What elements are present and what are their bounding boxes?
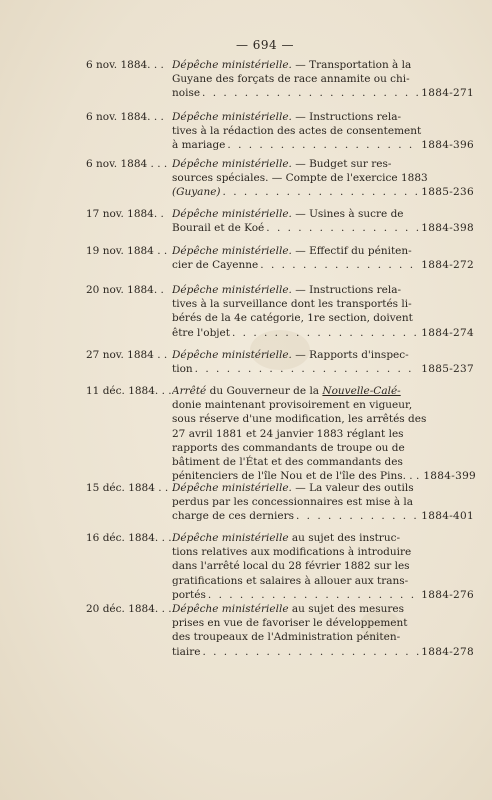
entry-kind: Dépêche ministérielle. xyxy=(172,208,292,220)
entry-first-line xyxy=(172,348,474,362)
entry-last-text: tiaire xyxy=(172,645,201,658)
entry-title-start: au sujet des instruc- xyxy=(288,532,401,544)
entry-title-start: — Budget sur res- xyxy=(291,158,392,170)
entry-last-line xyxy=(172,645,474,659)
entry-kind: Dépêche ministérielle. xyxy=(172,158,292,170)
entry-last-line xyxy=(172,258,474,272)
entry-reference: 1884-271 xyxy=(421,87,474,100)
entry-kind: Dépêche ministérielle. xyxy=(172,245,292,257)
entry-date: 6 nov. 1884 . . . xyxy=(86,158,168,170)
entry-date: 19 nov. 1884 . . xyxy=(86,245,168,257)
entry-item xyxy=(86,244,476,272)
leader-dots xyxy=(232,326,419,340)
entry-first-line xyxy=(172,244,474,258)
entry-kind: Dépêche ministérielle. xyxy=(172,482,292,494)
entry-reference: 1884-399 xyxy=(423,470,477,483)
leader-dots xyxy=(202,645,419,659)
entry-line: rapports des commandants de troupe ou de xyxy=(172,441,405,454)
entry-first-line xyxy=(172,384,474,398)
entry-date: 20 nov. 1884. . xyxy=(86,284,164,296)
entry-body xyxy=(172,531,474,602)
entry-item xyxy=(86,207,476,235)
entry-line: sous réserve d'une modification, les arrêtés des xyxy=(172,413,427,426)
entry-title-start: — Instructions rela- xyxy=(291,284,402,296)
entry-title-start: — Rapports d'inspec- xyxy=(291,349,409,361)
entry-line: tives à la rédaction des actes de consentement xyxy=(172,125,422,138)
entry-item xyxy=(86,348,476,376)
entry-first-line xyxy=(172,531,474,545)
entry-kind: Dépêche ministérielle xyxy=(172,603,289,615)
entry-first-line xyxy=(172,207,474,221)
entry-place: Nouvelle-Calé- xyxy=(322,385,401,397)
entry-line: tions relatives aux modifications à introduire xyxy=(172,546,412,559)
entry-reference: 1884-272 xyxy=(421,259,474,272)
entry-item xyxy=(86,602,476,659)
entry-reference: 1884-398 xyxy=(421,222,474,235)
entry-first-line xyxy=(172,58,474,72)
entry-item xyxy=(86,157,476,200)
leader-dots xyxy=(227,138,419,152)
entry-date: 17 nov. 1884. . xyxy=(86,208,164,220)
entry-title-start: au sujet des mesures xyxy=(288,603,405,615)
entry-last-text: Bourail et de Koé xyxy=(172,222,265,235)
entry-last-text: cier de Cayenne xyxy=(172,259,259,272)
entry-last-line xyxy=(172,509,474,523)
entry-last-line xyxy=(172,86,474,100)
entry-item xyxy=(86,58,476,101)
entry-title-start: — Usines à sucre de xyxy=(291,208,404,220)
entry-last-text: être l'objet xyxy=(172,326,230,339)
entry-reference: 1884-276 xyxy=(421,588,474,601)
entry-body xyxy=(172,384,477,483)
entry-first-line xyxy=(172,283,474,297)
leader-dots xyxy=(266,221,419,235)
entry-item xyxy=(86,481,476,524)
entry-date: 16 déc. 1884. . . xyxy=(86,532,172,544)
entry-body xyxy=(172,481,474,524)
entry-item xyxy=(86,384,476,483)
entry-kind: Dépêche ministérielle. xyxy=(172,111,292,123)
leader-dots xyxy=(260,258,419,272)
entry-last-line xyxy=(172,588,474,602)
leader-dots xyxy=(195,362,420,376)
entry-date: 15 déc. 1884 . . xyxy=(86,482,169,494)
entry-body xyxy=(172,157,474,200)
leader-dots xyxy=(223,185,420,199)
entry-line: Guyane des forçats de race annamite ou chi- xyxy=(172,73,410,86)
entry-last-line xyxy=(172,326,474,340)
entry-body xyxy=(172,283,474,340)
leader-dots xyxy=(202,86,419,100)
entry-last-text: à mariage xyxy=(172,139,226,152)
entry-line: gratifications et salaires à allouer aux trans- xyxy=(172,574,409,587)
entry-title-start: — Effectif du péniten- xyxy=(291,245,412,257)
entry-body xyxy=(172,58,474,101)
entry-reference: 1885-236 xyxy=(421,186,474,199)
entry-first-line xyxy=(172,602,474,616)
entry-last-text: pénitenciers de l'île Nou et de l'île des Pins. . . xyxy=(172,470,420,483)
entry-line: bérés de la 4e catégorie, 1re section, doivent xyxy=(172,312,413,325)
entry-body xyxy=(172,602,474,659)
leader-dots xyxy=(208,588,419,602)
entry-reference: 1884-274 xyxy=(421,326,474,339)
entry-body xyxy=(172,207,474,235)
page-number: — 694 — xyxy=(235,38,295,52)
entry-line: tives à la surveillance dont les transportés li- xyxy=(172,298,412,311)
entry-line: perdus par les concessionnaires est mise à la xyxy=(172,496,414,509)
entry-body xyxy=(172,110,474,153)
entry-title-start: du Gouverneur de la xyxy=(206,385,323,397)
entry-date: 27 nov. 1884 . . xyxy=(86,349,168,361)
entry-item xyxy=(86,531,476,602)
entry-kind: Arrêté xyxy=(172,385,207,397)
entry-date: 20 déc. 1884. . . xyxy=(86,603,172,615)
entry-kind: Dépêche ministérielle. xyxy=(172,349,292,361)
entry-date: 11 déc. 1884. . . xyxy=(86,385,172,397)
entry-reference: 1884-401 xyxy=(421,510,474,523)
entry-kind: Dépêche ministérielle xyxy=(172,532,289,544)
entry-title-start: — La valeur des outils xyxy=(291,482,414,494)
entry-date: 6 nov. 1884. . . xyxy=(86,111,164,123)
entry-item xyxy=(86,110,476,153)
entry-reference: 1884-396 xyxy=(421,139,474,152)
entry-last-line xyxy=(172,185,474,199)
entry-last-text: tion xyxy=(172,363,193,376)
entry-line: dans l'arrêté local du 28 février 1882 sur les xyxy=(172,560,410,573)
entry-body xyxy=(172,348,474,376)
entry-line: bâtiment de l'État et des commandants des xyxy=(172,456,403,469)
entry-kind: Dépêche ministérielle. xyxy=(172,284,292,296)
entry-last-text: (Guyane) xyxy=(172,186,221,199)
entry-line: sources spéciales. — Compte de l'exercice 1883 xyxy=(172,172,428,185)
entry-reference: 1884-278 xyxy=(421,645,474,658)
entry-last-text: portés xyxy=(172,588,206,601)
entry-title-start: — Transportation à la xyxy=(291,59,412,71)
entry-line: donie maintenant provisoirement en vigueur, xyxy=(172,399,413,412)
entry-last-line xyxy=(172,138,474,152)
entry-first-line xyxy=(172,110,474,124)
entry-line: des troupeaux de l'Administration péniten- xyxy=(172,631,401,644)
entry-date: 6 nov. 1884. . . xyxy=(86,59,164,71)
entry-last-text: noise xyxy=(172,87,201,100)
entry-line: 27 avril 1881 et 24 janvier 1883 réglant les xyxy=(172,427,404,440)
entry-first-line xyxy=(172,481,474,495)
entry-body xyxy=(172,244,474,272)
entry-last-line xyxy=(172,362,474,376)
entry-last-text: charge de ces derniers xyxy=(172,510,294,523)
entry-last-line xyxy=(172,221,474,235)
entry-first-line xyxy=(172,157,474,171)
entry-title-start: — Instructions rela- xyxy=(291,111,402,123)
entry-reference: 1885-237 xyxy=(421,363,474,376)
entry-item xyxy=(86,283,476,340)
leader-dots xyxy=(296,509,419,523)
entry-kind: Dépêche ministérielle. xyxy=(172,59,292,71)
entry-line: prises en vue de favoriser le développement xyxy=(172,617,408,630)
